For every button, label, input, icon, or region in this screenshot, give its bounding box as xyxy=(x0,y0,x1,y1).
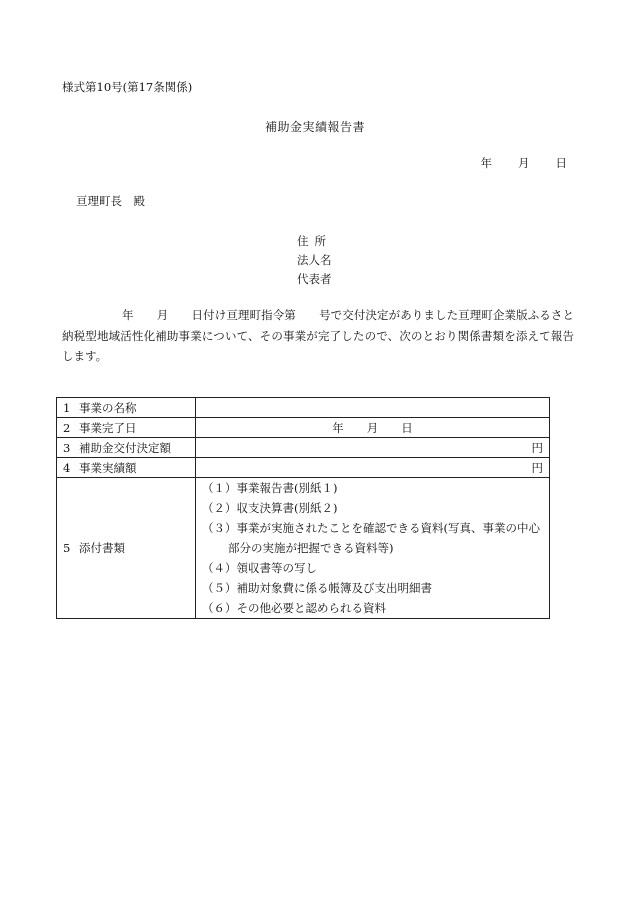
list-item: （１）事業報告書(別紙１) xyxy=(202,481,338,495)
applicant-address-label: 住所 xyxy=(297,234,332,248)
table-row xyxy=(57,478,550,619)
grant-decision-amount-field: 円 xyxy=(196,438,550,458)
row-label-text: 添付書類 xyxy=(79,541,125,555)
row-label-text: 事業完了日 xyxy=(79,420,137,435)
table-row xyxy=(57,418,550,438)
table-row xyxy=(57,458,550,478)
row-label-text: 事業の名称 xyxy=(79,400,137,415)
row-label xyxy=(57,398,196,418)
row-label xyxy=(57,418,196,438)
date-month-label: 月 xyxy=(518,156,530,170)
table-row xyxy=(57,438,550,458)
date-day-label: 日 xyxy=(555,156,567,170)
recipient: 亘理町長 殿 xyxy=(76,194,145,208)
row-number: 2 xyxy=(63,420,71,435)
list-item: （３）事業が実施されたことを確認できる資料(写真、事業の中心 xyxy=(202,521,540,535)
report-table xyxy=(56,397,550,619)
form-number: 様式第10号(第17条関係) xyxy=(62,80,193,94)
actual-amount-field: 円 xyxy=(196,458,550,478)
list-item: （２）収支決算書(別紙２) xyxy=(202,501,338,515)
project-name-field xyxy=(196,398,550,418)
row-label-text: 事業実績額 xyxy=(79,460,137,475)
completion-date-field: 年 月 日 xyxy=(196,418,550,438)
list-item-continuation: 部分の実施が把握できる資料等) xyxy=(228,541,394,555)
row-number: 5 xyxy=(63,541,71,555)
list-item: （４）領収書等の写し xyxy=(202,561,317,575)
list-item: （５）補助対象費に係る帳簿及び支出明細書 xyxy=(202,581,432,595)
list-item: （６）その他必要と認められる資料 xyxy=(202,601,386,615)
table-row xyxy=(57,398,550,418)
applicant-corporation-label: 法人名 xyxy=(297,253,332,267)
attachments-list xyxy=(196,478,550,619)
row-label xyxy=(57,458,196,478)
report-body-paragraph: 年 月 日付け亘理町指令第 号で交付決定がありました亘理町企業版ふるさと納税型地域活性化補助事業について、その事業が完了したので、次のとおり関係書類を添えて報告します。 xyxy=(62,308,574,363)
row-number: 3 xyxy=(63,440,71,455)
date-year-label: 年 xyxy=(480,156,492,170)
submission-date xyxy=(481,155,568,171)
row-number: 4 xyxy=(63,460,71,475)
row-label xyxy=(57,478,196,619)
row-number: 1 xyxy=(63,400,71,415)
applicant-representative-label: 代表者 xyxy=(297,272,332,286)
page-title: 補助金実績報告書 xyxy=(264,120,365,134)
row-label xyxy=(57,438,196,458)
row-label-text: 補助金交付決定額 xyxy=(79,440,171,455)
